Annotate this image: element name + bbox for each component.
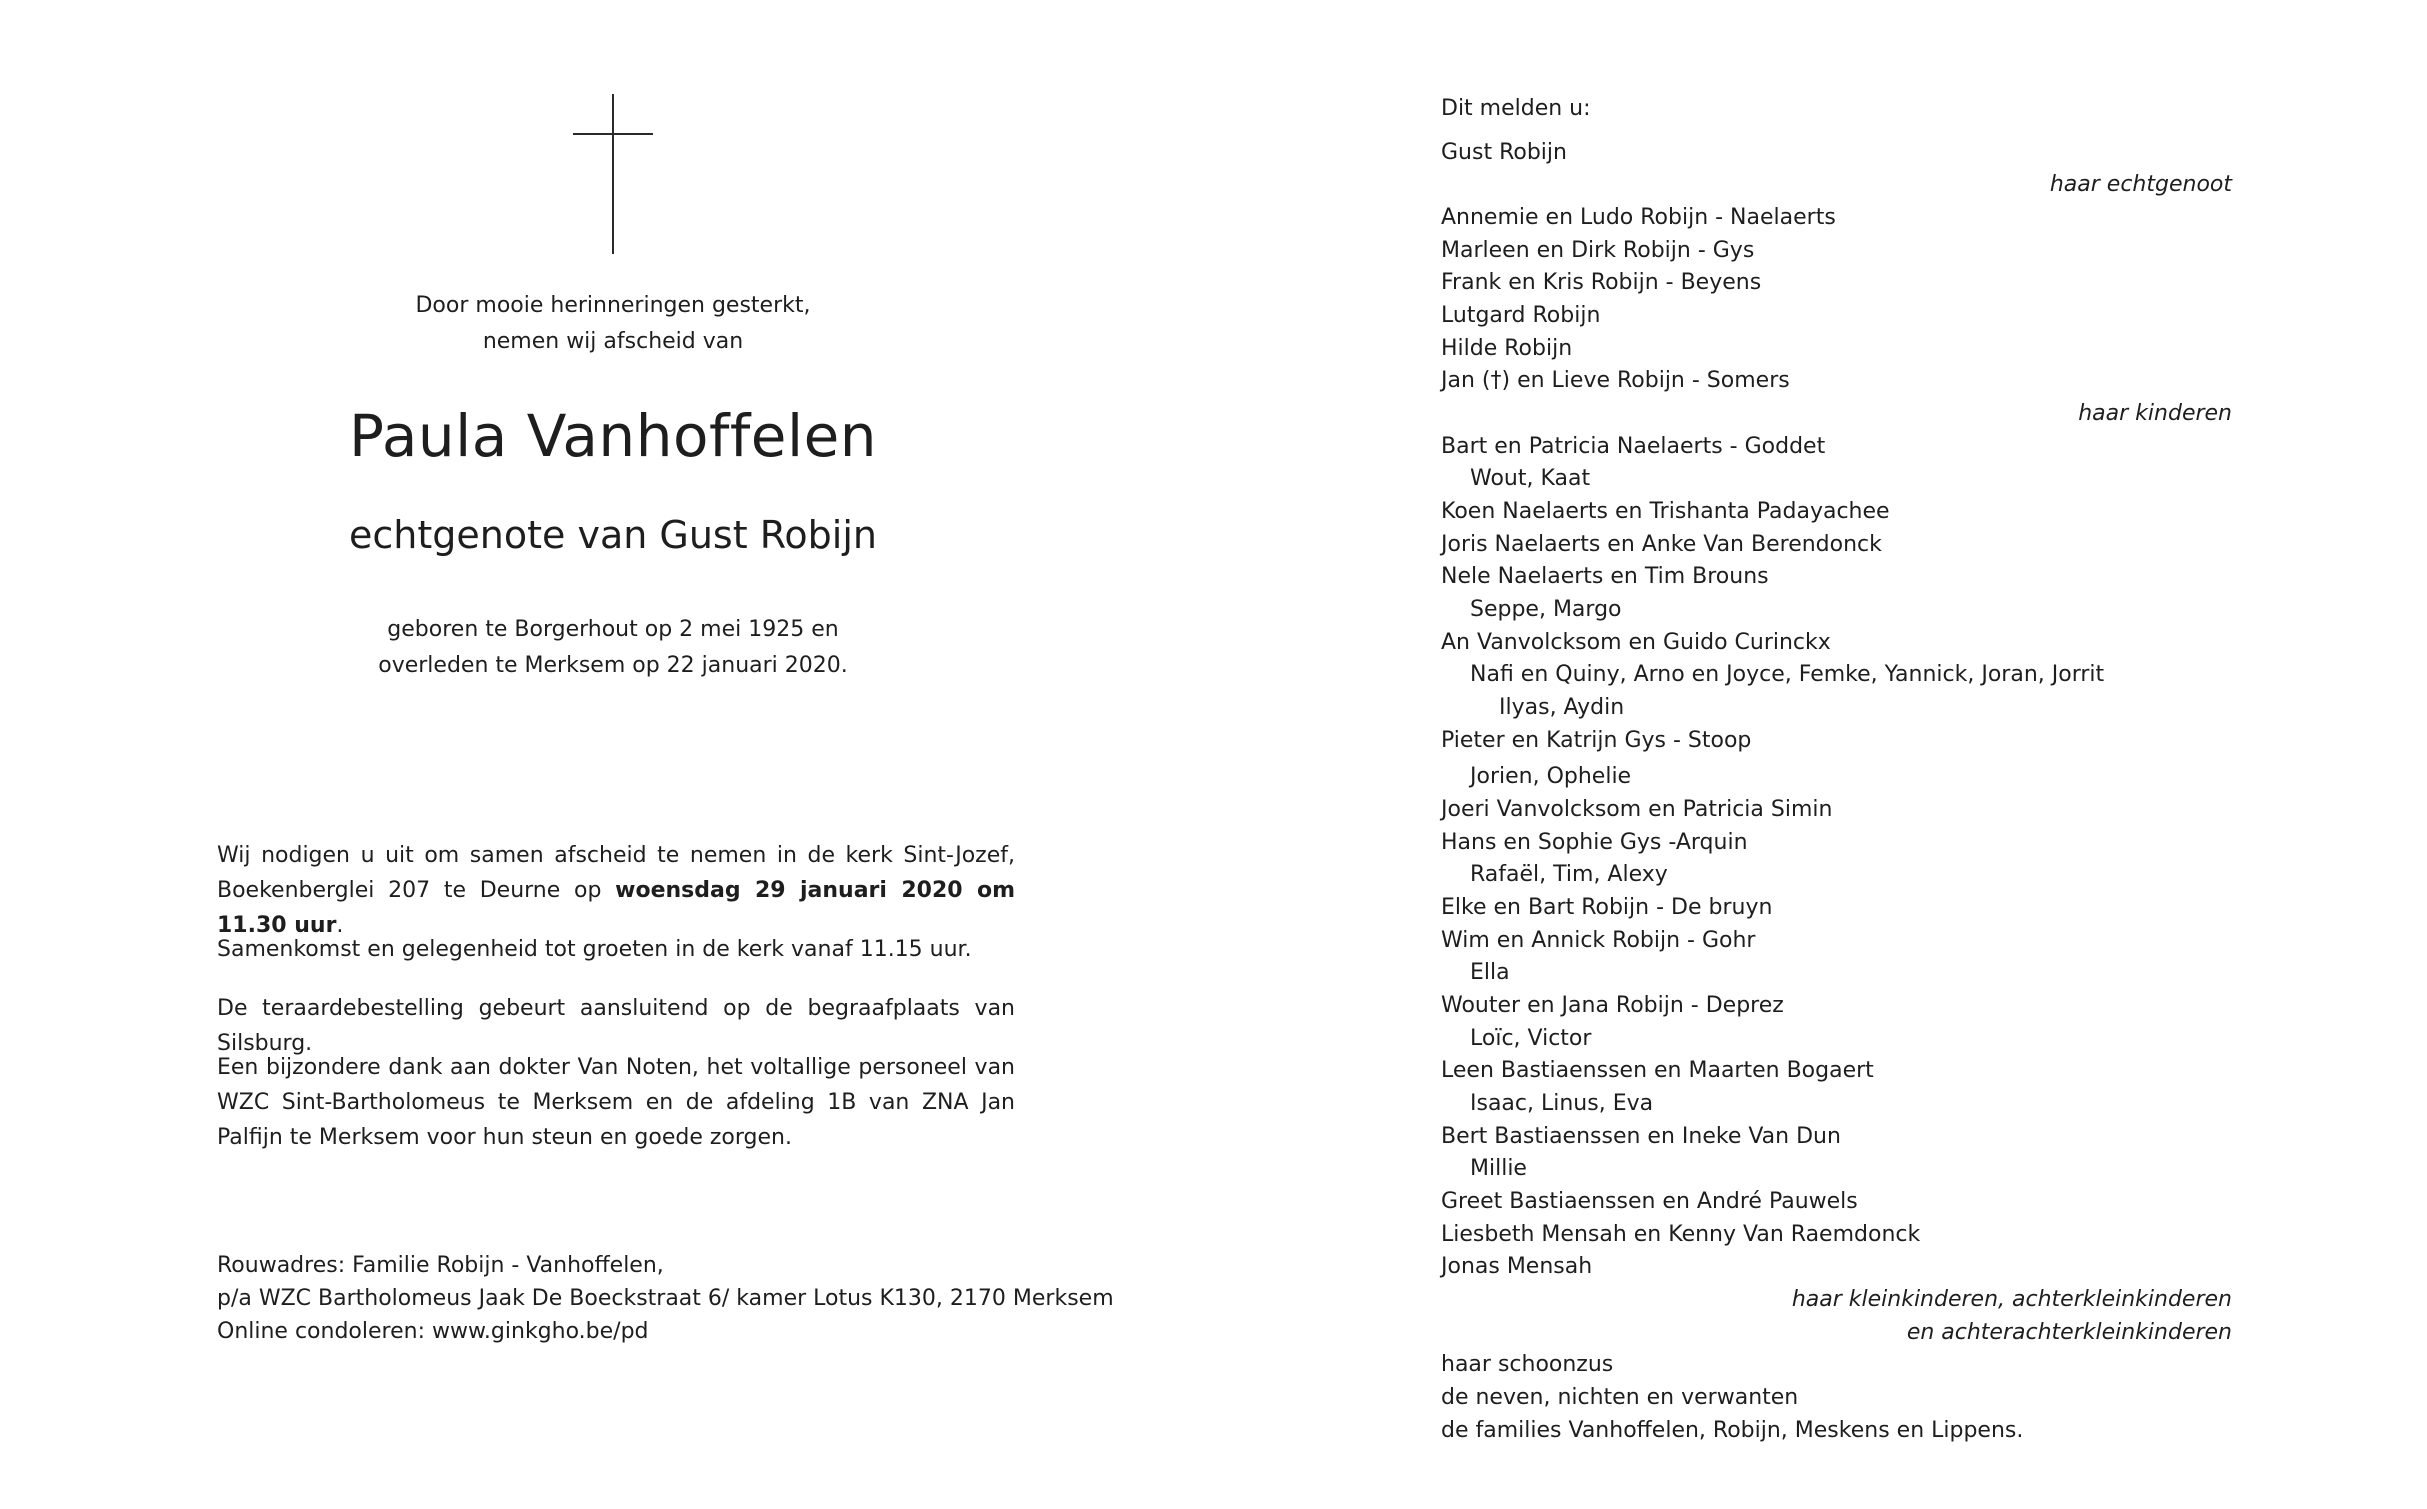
grandchild-name: Elke en Bart Robijn - De bruyn bbox=[1441, 895, 1773, 920]
invitation-text: Wij nodigen u uit om samen afscheid te nemen in de kerk Sint-Jozef, Boekenberglei 207 te Deurne op bbox=[217, 843, 1015, 903]
great-grandchild-name: Loïc, Victor bbox=[1470, 1026, 1592, 1051]
relation-label-grandchildren: haar kleinkinderen, achterkleinkinderen bbox=[1791, 1287, 2232, 1312]
sister-in-law-line: haar schoonzus bbox=[1441, 1352, 1614, 1377]
intro-text bbox=[213, 288, 1013, 360]
mourning-address bbox=[217, 1249, 1114, 1348]
deceased-name: Paula Vanhoffelen bbox=[348, 402, 878, 470]
cross-vertical-bar bbox=[612, 94, 614, 254]
grandchild-name: Bart en Patricia Naelaerts - Goddet bbox=[1441, 434, 1826, 459]
grandchild-name: Joeri Vanvolcksom en Patricia Simin bbox=[1441, 797, 1833, 822]
announce-line: Dit melden u: bbox=[1441, 96, 1591, 121]
invitation-paragraph bbox=[217, 838, 1015, 943]
great-grandchild-name: Jorien, Ophelie bbox=[1470, 764, 1632, 789]
great-grandchild-name: Nafi en Quiny, Arno en Joyce, Femke, Yannick, Joran, Jorrit bbox=[1470, 662, 2105, 687]
relatives-line: de neven, nichten en verwanten bbox=[1441, 1385, 1799, 1410]
burial-paragraph: De teraardebestelling gebeurt aansluitend op de begraafplaats van Silsburg. bbox=[217, 996, 1015, 1056]
great-grandchild-name: Wout, Kaat bbox=[1470, 466, 1591, 491]
great-grandchild-name: Rafaël, Tim, Alexy bbox=[1470, 862, 1668, 887]
spouse-line: echtgenote van Gust Robijn bbox=[349, 513, 877, 557]
grandchild-name: An Vanvolcksom en Guido Curinckx bbox=[1441, 630, 1831, 655]
relation-label-husband: haar echtgenoot bbox=[2049, 172, 2232, 197]
child-name: Jan (†) en Lieve Robijn - Somers bbox=[1441, 368, 1790, 393]
grandchild-name: Greet Bastiaenssen en André Pauwels bbox=[1441, 1189, 1858, 1214]
child-name: Frank en Kris Robijn - Beyens bbox=[1441, 270, 1762, 295]
husband-name: Gust Robijn bbox=[1441, 140, 1567, 165]
families-line: de families Vanhoffelen, Robijn, Meskens en Lippens. bbox=[1441, 1418, 2024, 1443]
cross-horizontal-bar bbox=[573, 133, 653, 135]
grandchild-name: Wim en Annick Robijn - Gohr bbox=[1441, 928, 1756, 953]
intro-line: nemen wij afscheid van bbox=[482, 329, 744, 354]
grandchild-name: Pieter en Katrijn Gys - Stoop bbox=[1441, 728, 1752, 753]
right-page bbox=[1441, 0, 2241, 1509]
child-name: Hilde Robijn bbox=[1441, 336, 1573, 361]
ceremony-datetime: woensdag 29 januari 2020 om 11.30 uur bbox=[217, 878, 1015, 938]
great-grandchild-name: Ella bbox=[1470, 960, 1510, 985]
great-great-grandchild-name: Ilyas, Aydin bbox=[1499, 695, 1625, 720]
grandchild-name: Liesbeth Mensah en Kenny Van Raemdonck bbox=[1441, 1222, 1921, 1247]
address-line: Rouwadres: Familie Robijn - Vanhoffelen, bbox=[217, 1253, 664, 1278]
gathering-paragraph: Samenkomst en gelegenheid tot groeten in de kerk vanaf 11.15 uur. bbox=[217, 937, 972, 962]
great-grandchild-name: Isaac, Linus, Eva bbox=[1470, 1091, 1654, 1116]
child-name: Marleen en Dirk Robijn - Gys bbox=[1441, 238, 1755, 263]
grandchild-name: Jonas Mensah bbox=[1441, 1254, 1593, 1279]
great-grandchild-name: Millie bbox=[1470, 1156, 1527, 1181]
grandchild-name: Wouter en Jana Robijn - Deprez bbox=[1441, 993, 1784, 1018]
grandchild-name: Bert Bastiaenssen en Ineke Van Dun bbox=[1441, 1124, 1841, 1149]
grandchild-name: Nele Naelaerts en Tim Brouns bbox=[1441, 564, 1769, 589]
life-dates bbox=[213, 612, 1013, 684]
relation-label-children: haar kinderen bbox=[2078, 401, 2232, 426]
condolence-line: Online condoleren: www.ginkgho.be/pd bbox=[217, 1319, 649, 1344]
grandchild-name: Leen Bastiaenssen en Maarten Bogaert bbox=[1441, 1058, 1874, 1083]
grandchild-name: Koen Naelaerts en Trishanta Padayachee bbox=[1441, 499, 1890, 524]
child-name: Lutgard Robijn bbox=[1441, 303, 1601, 328]
address-line: p/a WZC Bartholomeus Jaak De Boeckstraat 6/ kamer Lotus K130, 2170 Merksem bbox=[217, 1286, 1114, 1311]
child-name: Annemie en Ludo Robijn - Naelaerts bbox=[1441, 205, 1836, 230]
death-line: overleden te Merksem op 22 januari 2020. bbox=[378, 653, 848, 678]
birth-line: geboren te Borgerhout op 2 mei 1925 en bbox=[387, 617, 839, 642]
thanks-paragraph: Een bijzondere dank aan dokter Van Noten, het voltallige personeel van WZC Sint-Bartholomeus te Merksem en de afdeling 1B van ZNA Jan Palfijn te Merksem voor hun steun en goede zorgen. bbox=[217, 1055, 1015, 1150]
grandchild-name: Hans en Sophie Gys -Arquin bbox=[1441, 830, 1748, 855]
great-grandchild-name: Seppe, Margo bbox=[1470, 597, 1622, 622]
invitation-end: . bbox=[336, 913, 344, 938]
grandchild-name: Joris Naelaerts en Anke Van Berendonck bbox=[1441, 532, 1882, 557]
intro-line: Door mooie herinneringen gesterkt, bbox=[415, 293, 811, 318]
relation-label-great-grandchildren: en achterachterkleinkinderen bbox=[1906, 1320, 2232, 1345]
